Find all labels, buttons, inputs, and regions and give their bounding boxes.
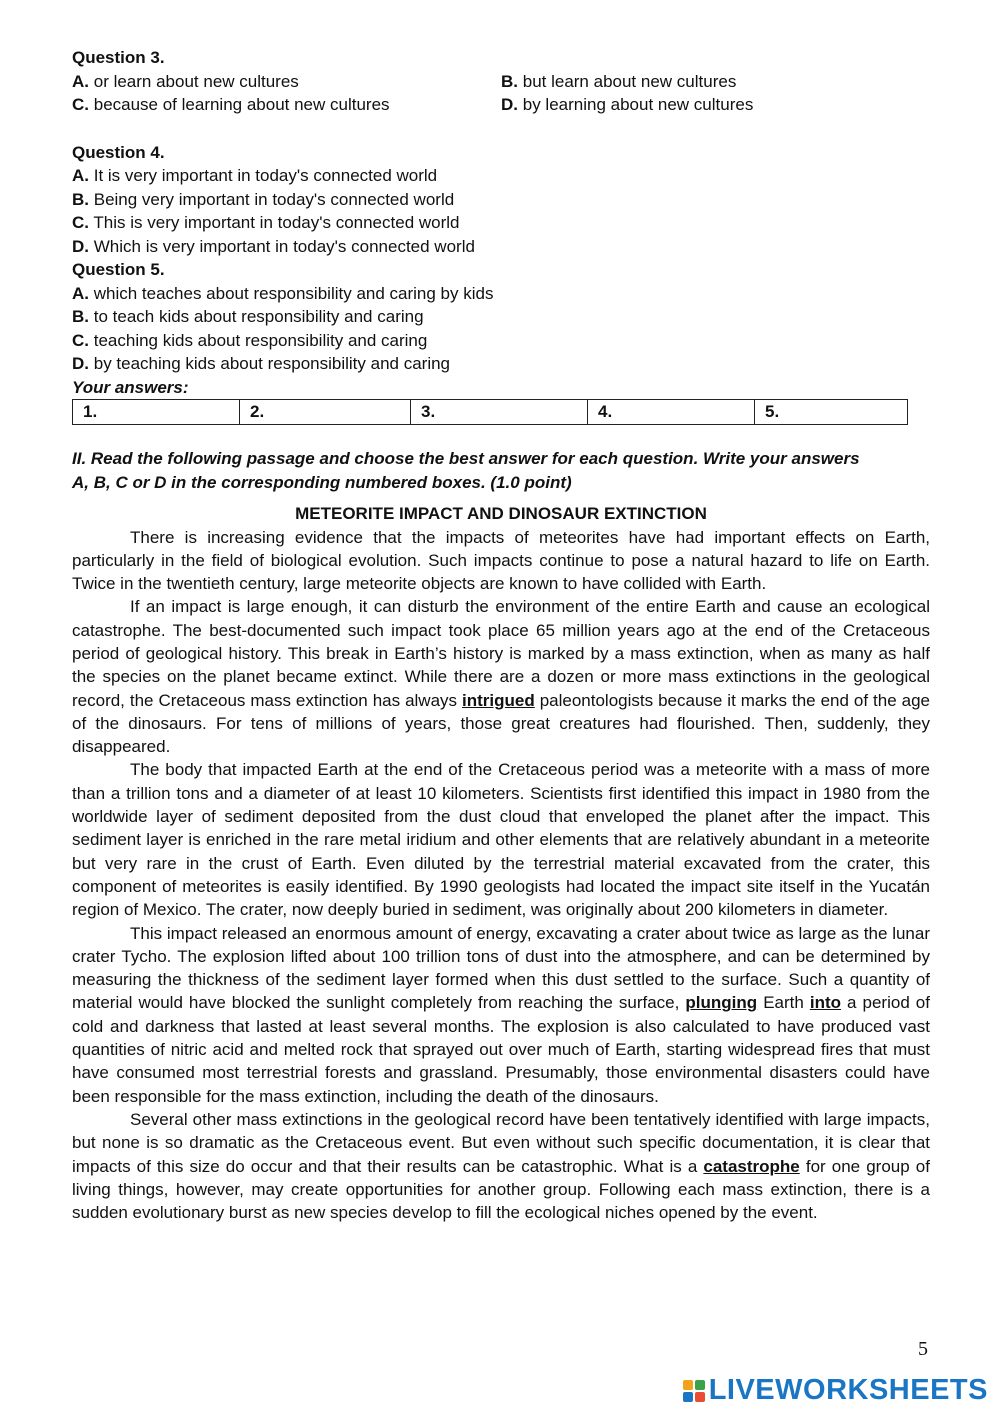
liveworksheets-logo[interactable] (683, 1374, 988, 1407)
keyword-into: into (809, 993, 842, 1013)
question-3-row-2 (72, 93, 930, 117)
question-3-label: Question 3. (72, 48, 165, 67)
q5-option-a: A. which teaches about responsibility and caring by kids (72, 283, 494, 303)
keyword-catastrophe: catastrophe (703, 1156, 800, 1176)
page-number: 5 (918, 1338, 928, 1360)
section-2-instruction-line-1: II. Read the following passage and choose the best answer for each question. Write your answers (72, 449, 860, 468)
q3-option-d: D. by learning about new cultures (501, 95, 754, 114)
question-4-label: Question 4. (72, 142, 165, 162)
q4-option-c: C. This is very important in today's connected world (72, 213, 460, 232)
question-5-label: Question 5. (72, 260, 165, 279)
logo-icon (683, 1380, 705, 1402)
passage-title: METEORITE IMPACT AND DINOSAUR EXTINCTION (295, 504, 707, 523)
answer-box-5[interactable]: 5. (755, 400, 908, 425)
passage-paragraph-3: The body that impacted Earth at the end of the Cretaceous period was a meteorite with a mass of more than a trillion tons and a diameter of at least 10 kilometers. Scientists first identified this impact in 1980 from the worldwide layer of sediment deposited from the dust cloud that enveloped the planet after the impact. This sediment layer is enriched in the rare metal iridium and other elements that are relatively abundant in a meteorite but very rare in the crust of Earth. Even diluted by the terrestrial material excavated from the crater, this component of meteorites is easily identified. By 1990 geologists had located the impact site itself in the Yucatán region of Mexico. The crater, now deeply buried in sediment, was originally about 200 kilometers in diameter. (72, 760, 930, 920)
passage-paragraph-5: Several other mass extinctions in the geological record have been tentatively identified with large impacts, but none is so dramatic as the Cretaceous event. But even without such specific documentation, it is clear that impacts of this size do occur and that their results can be catastrophic. What is a catastrophe for one group of living things, however, may create opportunities for another group. Following each mass extinction, there is a sudden evolutionary burst as new species develop to fill the ecological niches opened by the event. (72, 1109, 930, 1223)
answer-box-1[interactable]: 1. (73, 400, 240, 425)
passage-paragraph-4: This impact released an enormous amount of energy, excavating a crater about twice as large as the lunar crater Tycho. The explosion lifted about 100 trillion tons of dust into the atmosphere, and can be determined by measuring the thickness of the sediment layer formed when this dust settled to the surface. Such a quantity of material would have blocked the sunlight completely from reaching the surface, plunging Earth into a period of cold and darkness that lasted at least several months. The explosion is also calculated to have produced vast quantities of nitric acid and melted rock that sprayed out over much of Earth, starting widespread fires that must have consumed most terrestrial forests and grassland. Presumably, those environmental disasters could have been responsible for the mass extinction, including the death of the dinosaurs. (72, 923, 930, 1106)
q3-option-b: B. but learn about new cultures (501, 71, 737, 91)
keyword-intrigued: intrigued (462, 690, 535, 710)
passage-paragraph-2: If an impact is large enough, it can disturb the environment of the entire Earth and cause an ecological catastrophe. The best-documented such impact took place 65 million years ago at the end of the Cretaceous period of geological history. This break in Earth’s history is marked by a mass extinction, when as many as half the species on the planet became extinct. While there are a dozen or more mass extinctions in the geological record, the Cretaceous mass extinction has always intrigued paleontologists because it marks the end of the age of the dinosaurs. For tens of millions of years, those great creatures had flourished. Then, suddenly, they disappeared. (72, 597, 931, 757)
q3-option-c: C. because of learning about new cultures (72, 95, 390, 114)
question-3-row-1 (72, 70, 930, 94)
passage-paragraph-1: There is increasing evidence that the impacts of meteorites have had important effects on Earth, particularly in the field of biological evolution. Such impacts continue to pose a natural hazard to life on Earth. Twice in the twentieth century, large meteorite objects are known to have collided with Earth. (72, 527, 930, 594)
q5-option-d: D. by teaching kids about responsibility and caring (72, 354, 451, 373)
keyword-plunging: plunging (685, 993, 758, 1013)
logo-text: LIVEWORKSHEETS (708, 1374, 988, 1406)
q4-option-b: B. Being very important in today's connected world (72, 189, 455, 209)
q3-option-a: A. or learn about new cultures (72, 71, 299, 91)
q4-option-a: A. It is very important in today's connected world (72, 166, 438, 185)
answer-box-2[interactable]: 2. (240, 400, 411, 425)
q5-option-b: B. to teach kids about responsibility and caring (72, 307, 424, 326)
answer-box-3[interactable]: 3. (411, 400, 588, 425)
answer-table (72, 399, 908, 425)
q5-option-c: C. teaching kids about responsibility and caring (72, 330, 428, 350)
your-answers-label: Your answers: (72, 377, 189, 397)
section-2-instruction-line-2: A, B, C or D in the corresponding numbered boxes. (1.0 point) (72, 472, 572, 492)
q4-option-d: D. Which is very important in today's connected world (72, 236, 475, 256)
answer-box-4[interactable]: 4. (588, 400, 755, 425)
worksheet-page (72, 46, 930, 1224)
